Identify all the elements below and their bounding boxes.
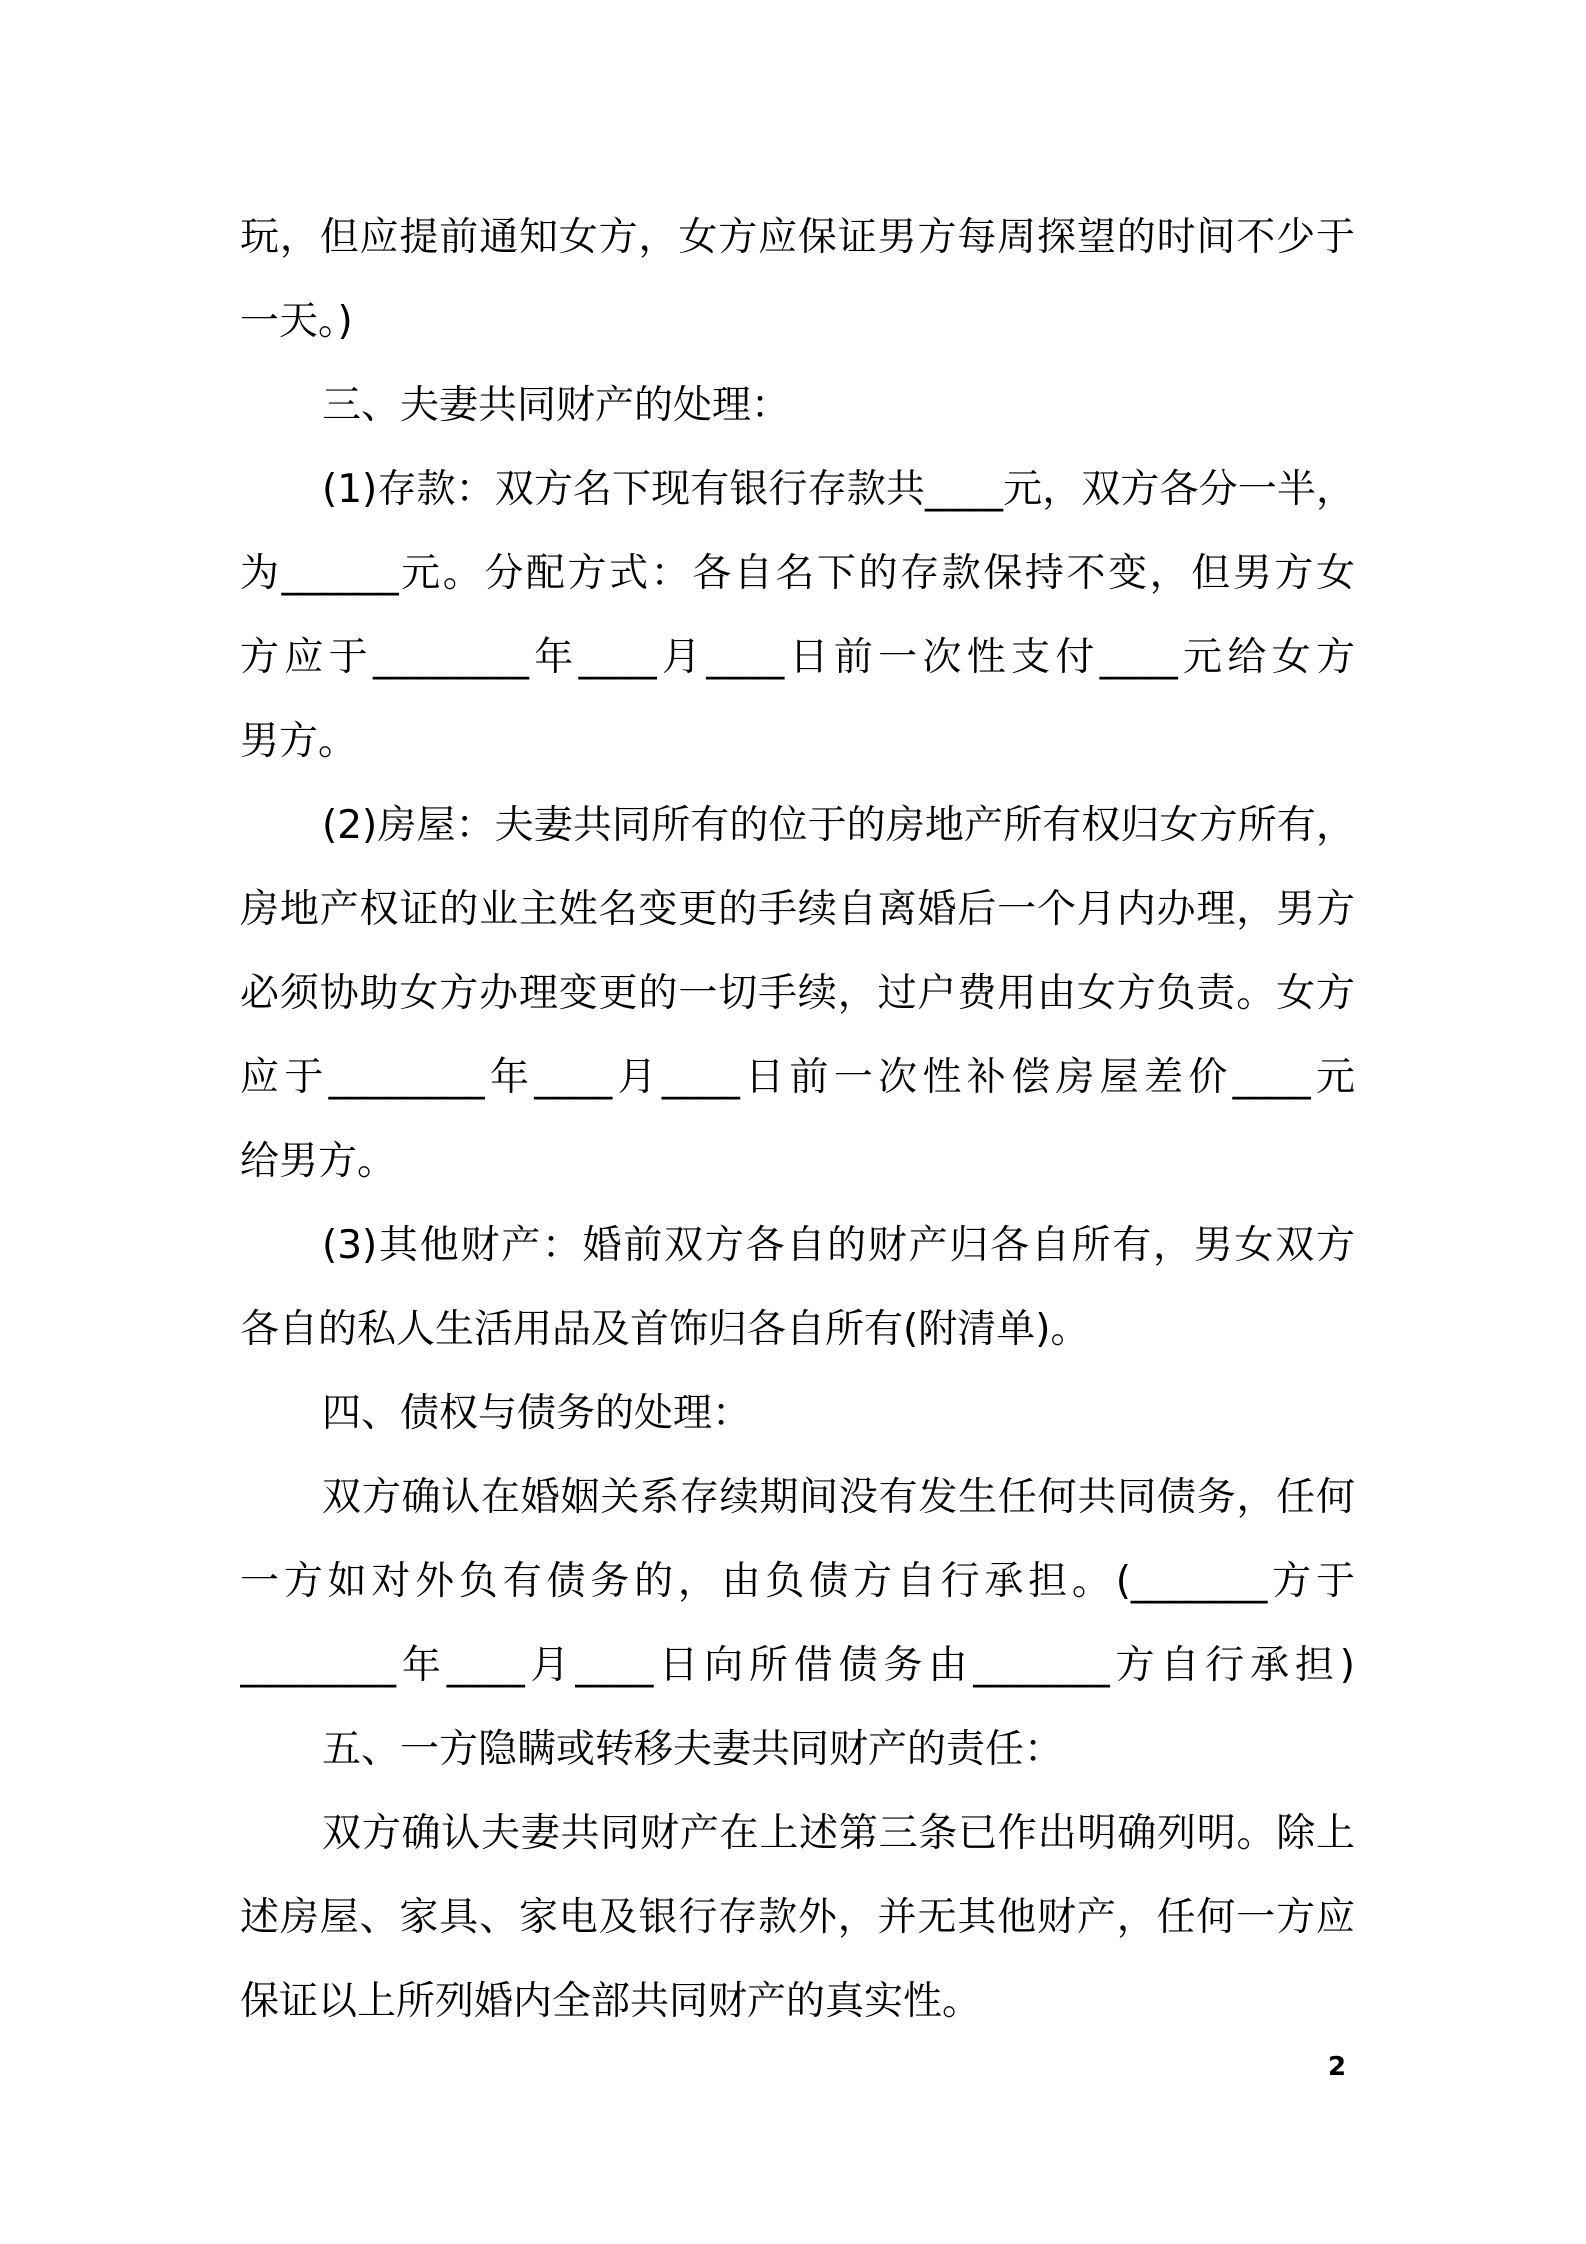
text-line-12: 给男方。 (240, 1139, 397, 1184)
text-line-7: 男方。 (240, 719, 358, 764)
text-line-13: (3)其他财产：婚前双方各自的财产归各自所有，男女双方 (322, 1223, 1355, 1268)
text-line-17: 一方如对外负有债务的，由负债方自行承担。(_______方于 (240, 1559, 1355, 1604)
section-heading-3: 三、夫妻共同财产的处理： (322, 383, 791, 428)
text-line-16: 双方确认在婚姻关系存续期间没有发生任何共同债务，任何 (322, 1475, 1355, 1520)
text-line-11: 应于________年____月____日前一次性补偿房屋差价____元 (240, 1055, 1355, 1100)
text-line-5: 为______元。分配方式：各自名下的存款保持不变，但男方女 (240, 551, 1355, 596)
text-line-20: 双方确认夫妻共同财产在上述第三条已作出明确列明。除上 (322, 1811, 1355, 1856)
text-line-18: ________年____月____日向所借债务由_______方自行承担) (240, 1643, 1355, 1688)
text-line-21: 述房屋、家具、家电及银行存款外，并无其他财产，任何一方应 (240, 1895, 1355, 1940)
text-line-6: 方应于________年____月____日前一次性支付____元给女方 (240, 635, 1355, 680)
section-heading-5: 五、一方隐瞒或转移夫妻共同财产的责任： (322, 1727, 1064, 1772)
section-heading-4: 四、债权与债务的处理： (322, 1391, 752, 1436)
page-number: 2 (1328, 2052, 1347, 2082)
text-line-8: (2)房屋：夫妻共同所有的位于的房地产所有权归女方所有， (322, 803, 1355, 848)
text-line-1: 玩，但应提前通知女方，女方应保证男方每周探望的时间不少于 (240, 215, 1355, 260)
text-line-22: 保证以上所列婚内全部共同财产的真实性。 (240, 1979, 982, 2024)
text-line-10: 必须协助女方办理变更的一切手续，过户费用由女方负责。女方 (240, 971, 1355, 1016)
text-line-2: 一天。) (240, 299, 353, 344)
text-line-14: 各自的私人生活用品及首饰归各自所有(附清单)。 (240, 1307, 1090, 1352)
text-line-4: (1)存款：双方名下现有银行存款共____元，双方各分一半， (322, 467, 1355, 512)
document-body (240, 196, 1355, 2044)
text-line-9: 房地产权证的业主姓名变更的手续自离婚后一个月内办理，男方 (240, 887, 1355, 932)
